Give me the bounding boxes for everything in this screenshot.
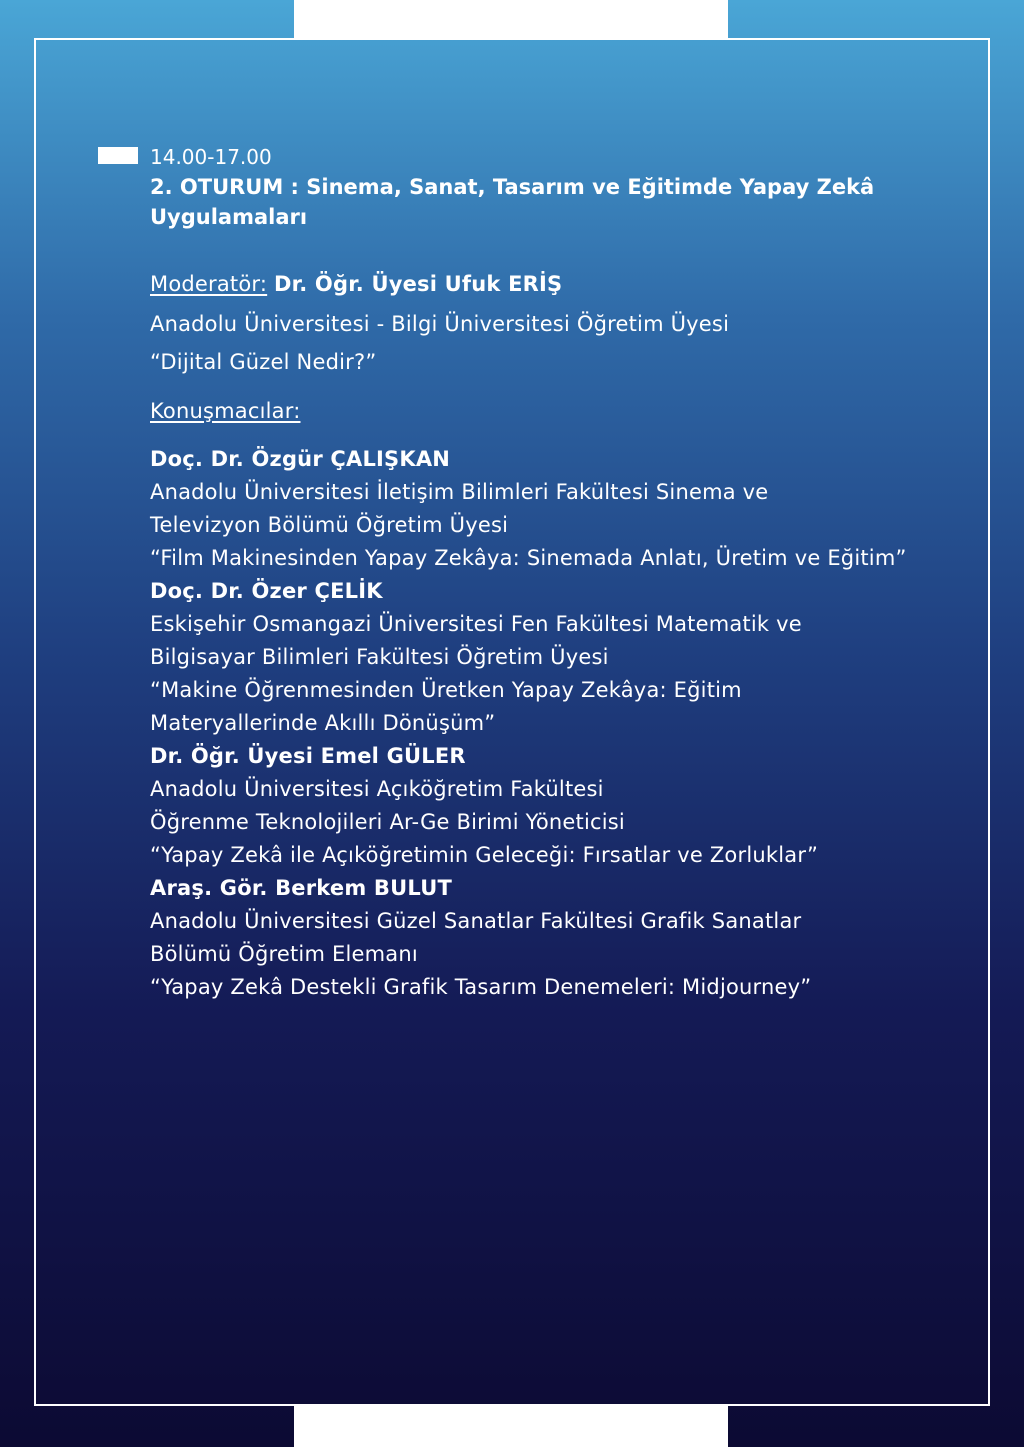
speaker-3-name: Dr. Öğr. Üyesi Emel GÜLER: [150, 744, 466, 768]
speaker-1-line-1: Anadolu Üniversitesi İletişim Bilimleri Fakültesi Sinema ve: [150, 480, 769, 504]
speaker-2-line-1: Eskişehir Osmangazi Üniversitesi Fen Fakültesi Matematik ve: [150, 612, 802, 636]
speaker-1-name: Doç. Dr. Özgür ÇALIŞKAN: [150, 447, 451, 471]
speakers-label: Konuşmacılar:: [150, 399, 301, 423]
speaker-2-talk-2: Materyallerinde Akıllı Dönüşüm”: [150, 711, 496, 735]
program-content: [150, 142, 930, 1004]
moderator-affiliation: Anadolu Üniversitesi - Bilgi Üniversitesi Öğretim Üyesi: [150, 312, 730, 336]
session-time: 14.00-17.00: [150, 145, 272, 169]
speaker-3-line-2: Öğrenme Teknolojileri Ar-Ge Birimi Yöneticisi: [150, 810, 625, 834]
speaker-2-line-2: Bilgisayar Bilimleri Fakültesi Öğretim Üyesi: [150, 645, 609, 669]
session-title-line2: Uygulamaları: [150, 205, 308, 229]
speaker-2: [150, 575, 930, 740]
speaker-4-line-2: Bölümü Öğretim Elemanı: [150, 942, 418, 966]
speaker-4-line-1: Anadolu Üniversitesi Güzel Sanatlar Fakültesi Grafik Sanatlar: [150, 909, 802, 933]
speaker-4-talk: “Yapay Zekâ Destekli Grafik Tasarım Denemeleri: Midjourney”: [150, 975, 812, 999]
speaker-1-line-2: Televizyon Bölümü Öğretim Üyesi: [150, 513, 509, 537]
speaker-3: [150, 740, 930, 872]
session-title-line1: 2. OTURUM : Sinema, Sanat, Tasarım ve Eğitimde Yapay Zekâ: [150, 175, 875, 199]
speaker-2-talk-1: “Makine Öğrenmesinden Üretken Yapay Zekâya: Eğitim: [150, 678, 742, 702]
speaker-2-name: Doç. Dr. Özer ÇELİK: [150, 579, 383, 603]
bottom-white-tab: [294, 1405, 728, 1447]
speaker-1: [150, 443, 930, 575]
speaker-3-line-1: Anadolu Üniversitesi Açıköğretim Fakültesi: [150, 777, 604, 801]
moderator-label: Moderatör:: [150, 272, 268, 296]
speaker-3-talk: “Yapay Zekâ ile Açıköğretimin Geleceği: Fırsatlar ve Zorluklar”: [150, 843, 819, 867]
speaker-4: [150, 872, 930, 1004]
top-white-tab: [294, 0, 728, 40]
session-marker: [98, 147, 138, 164]
speaker-4-name: Araş. Gör. Berkem BULUT: [150, 876, 452, 900]
moderator-row: [150, 268, 930, 301]
moderator-talk: “Dijital Güzel Nedir?”: [150, 350, 377, 374]
moderator-name: Dr. Öğr. Üyesi Ufuk ERİŞ: [274, 272, 563, 296]
speaker-1-talk: “Film Makinesinden Yapay Zekâya: Sinemada Anlatı, Üretim ve Eğitim”: [150, 546, 907, 570]
